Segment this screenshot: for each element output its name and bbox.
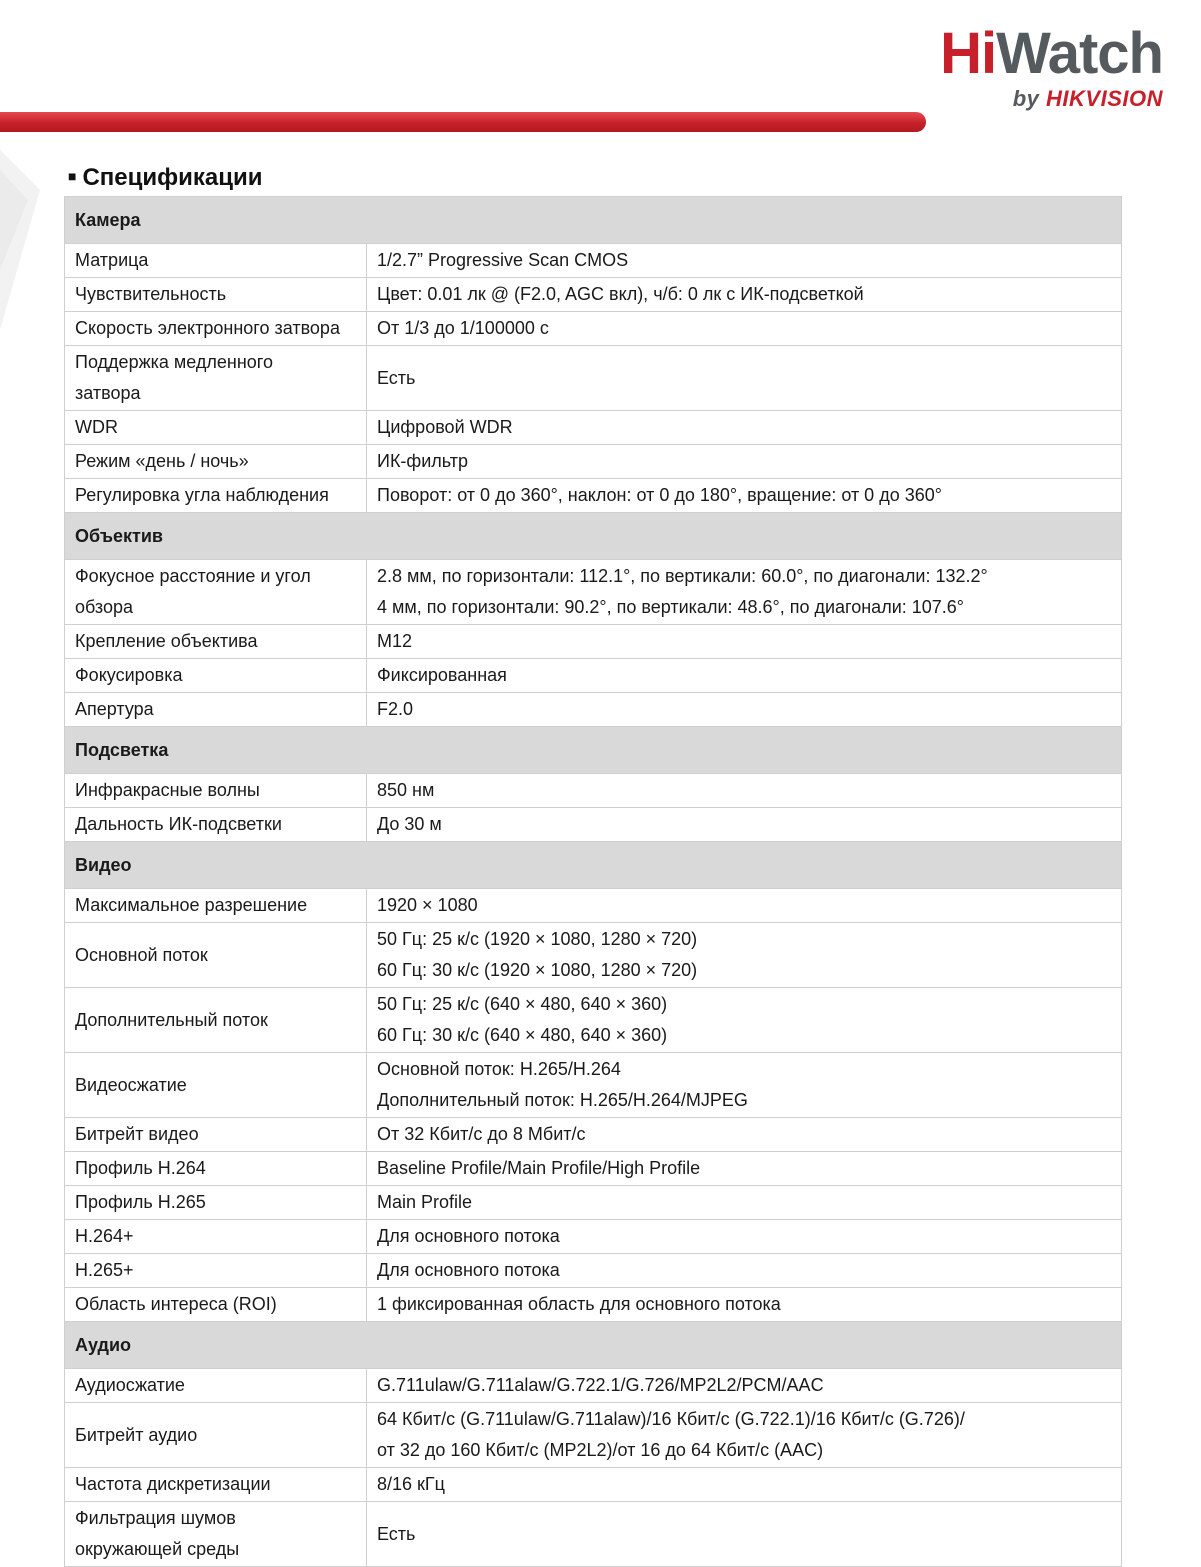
spec-label: [65, 1403, 367, 1468]
spec-value-line: Baseline Profile/Main Profile/High Profile: [377, 1158, 701, 1178]
spec-label-line: Скорость электронного затвора: [75, 318, 340, 338]
spec-label-line: Регулировка угла наблюдения: [75, 485, 329, 505]
spec-value-line: Основной поток: H.265/H.264: [377, 1059, 621, 1079]
spec-row: [65, 625, 1122, 659]
spec-label: [65, 988, 367, 1053]
spec-value: [367, 693, 1122, 727]
spec-value-line: Main Profile: [377, 1192, 473, 1212]
spec-value-line: ИК-фильтр: [377, 451, 469, 471]
spec-value: [367, 1186, 1122, 1220]
spec-value: [367, 1403, 1122, 1468]
spec-value-line: 60 Гц: 30 к/с (1920 × 1080, 1280 × 720): [377, 960, 698, 980]
spec-value-line: Цифровой WDR: [377, 417, 513, 437]
logo-wordmark: HiWatch: [940, 21, 1163, 86]
spec-label: [65, 808, 367, 842]
spec-value: [367, 312, 1122, 346]
spec-label: [65, 1118, 367, 1152]
spec-value: [367, 923, 1122, 988]
spec-label-line: WDR: [75, 417, 118, 437]
spec-label-line: Матрица: [75, 250, 149, 270]
spec-label-line: Чувствительность: [75, 284, 227, 304]
section-title: Камера: [65, 197, 1122, 244]
spec-label: [65, 625, 367, 659]
section-title: Видео: [65, 842, 1122, 889]
spec-row: [65, 1369, 1122, 1403]
spec-label: [65, 1254, 367, 1288]
spec-value-line: 60 Гц: 30 к/с (640 × 480, 640 × 360): [377, 1025, 668, 1045]
spec-value: [367, 346, 1122, 411]
spec-label-line: Крепление объектива: [75, 631, 258, 651]
spec-label: [65, 445, 367, 479]
spec-label: [65, 1220, 367, 1254]
spec-value: [367, 988, 1122, 1053]
spec-value: [367, 1288, 1122, 1322]
section-title: Аудио: [65, 1322, 1122, 1369]
spec-value-line: Цвет: 0.01 лк @ (F2.0, AGC вкл), ч/б: 0 лк с ИК-подсветкой: [377, 284, 864, 304]
spec-label: [65, 346, 367, 411]
spec-value: [367, 1468, 1122, 1502]
spec-row: [65, 312, 1122, 346]
spec-label-line: Максимальное разрешение: [75, 895, 308, 915]
spec-label-line: Битрейт видео: [75, 1124, 199, 1144]
spec-label-line: Частота дискретизации: [75, 1474, 271, 1494]
spec-value: [367, 1369, 1122, 1403]
spec-label-line: Дополнительный поток: [75, 1009, 268, 1030]
spec-value-line: Фиксированная: [377, 665, 507, 685]
spec-label-line: Поддержка медленного: [75, 352, 273, 372]
spec-value: [367, 1152, 1122, 1186]
spec-row: [65, 693, 1122, 727]
spec-row: [65, 1403, 1122, 1468]
spec-row: [65, 411, 1122, 445]
spec-label: [65, 1468, 367, 1502]
spec-row: [65, 445, 1122, 479]
spec-label-line: Видеосжатие: [75, 1074, 187, 1095]
spec-label-line: обзора: [75, 597, 134, 617]
spec-label: [65, 1369, 367, 1403]
spec-label-line: Режим «день / ночь»: [75, 451, 249, 471]
spec-label: [65, 923, 367, 988]
spec-row: [65, 1220, 1122, 1254]
spec-label: [65, 659, 367, 693]
spec-row: [65, 889, 1122, 923]
spec-value-line: G.711ulaw/G.711alaw/G.722.1/G.726/MP2L2/PCM/AAC: [377, 1375, 824, 1395]
spec-label-line: Профиль H.264: [75, 1158, 206, 1178]
section-header: [65, 842, 1122, 889]
spec-value-line: 64 Кбит/с (G.711ulaw/G.711alaw)/16 Кбит/с (G.722.1)/16 Кбит/с (G.726)/: [377, 1409, 965, 1429]
watermark-shape: [0, 150, 60, 330]
spec-value-line: 1 фиксированная область для основного потока: [377, 1294, 781, 1314]
section-header: [65, 197, 1122, 244]
spec-value: [367, 659, 1122, 693]
spec-value-line: От 1/3 до 1/100000 с: [377, 318, 549, 338]
spec-label-line: Фильтрация шумов: [75, 1508, 236, 1528]
spec-row: [65, 1468, 1122, 1502]
spec-label-line: Фокусировка: [75, 665, 183, 685]
spec-value-line: От 32 Кбит/с до 8 Мбит/с: [377, 1124, 586, 1144]
spec-value-line: от 32 до 160 Кбит/с (MP2L2)/от 16 до 64 Кбит/с (AAC): [377, 1440, 824, 1460]
section-header: [65, 513, 1122, 560]
spec-label-line: Профиль H.265: [75, 1192, 206, 1212]
spec-label: [65, 1186, 367, 1220]
spec-label: [65, 1053, 367, 1118]
spec-row: [65, 1186, 1122, 1220]
spec-label: [65, 278, 367, 312]
page-title: ■ Спецификации: [68, 164, 263, 191]
spec-value: [367, 625, 1122, 659]
section-header: [65, 727, 1122, 774]
spec-value-line: До 30 м: [377, 814, 442, 834]
spec-row: [65, 1118, 1122, 1152]
spec-label: [65, 312, 367, 346]
spec-value-line: F2.0: [377, 699, 414, 719]
spec-value-line: Дополнительный поток: H.265/H.264/MJPEG: [377, 1090, 748, 1110]
spec-label: [65, 889, 367, 923]
spec-value: [367, 1118, 1122, 1152]
spec-label: [65, 479, 367, 513]
spec-label: [65, 1152, 367, 1186]
title-bullet-icon: ■: [68, 168, 77, 184]
section-header: [65, 1322, 1122, 1369]
spec-row: [65, 808, 1122, 842]
spec-row: [65, 988, 1122, 1053]
spec-label: [65, 244, 367, 278]
spec-label: [65, 1288, 367, 1322]
spec-value-line: Для основного потока: [377, 1226, 560, 1246]
spec-value: [367, 445, 1122, 479]
spec-value: [367, 1053, 1122, 1118]
spec-label-line: Дальность ИК-подсветки: [75, 814, 282, 834]
spec-value-line: 850 нм: [377, 780, 435, 800]
spec-value-line: M12: [377, 631, 413, 651]
spec-value: [367, 774, 1122, 808]
header-red-bar: [0, 112, 926, 132]
spec-label-line: Битрейт аудио: [75, 1424, 198, 1445]
spec-value-line: 50 Гц: 25 к/с (1920 × 1080, 1280 × 720): [377, 929, 698, 949]
spec-value: [367, 278, 1122, 312]
spec-label: [65, 560, 367, 625]
section-title: Объектив: [65, 513, 1122, 560]
spec-value-line: 50 Гц: 25 к/с (640 × 480, 640 × 360): [377, 994, 668, 1014]
logo-tagline: by HIKVISION: [1012, 86, 1163, 111]
spec-value-line: 4 мм, по горизонтали: 90.2°, по вертикали: 48.6°, по диагонали: 107.6°: [377, 597, 964, 617]
spec-label-line: Фокусное расстояние и угол: [75, 566, 311, 586]
spec-value-line: Есть: [377, 1523, 416, 1544]
spec-row: [65, 560, 1122, 625]
spec-row: [65, 774, 1122, 808]
spec-value-line: 2.8 мм, по горизонтали: 112.1°, по вертикали: 60.0°, по диагонали: 132.2°: [377, 566, 988, 586]
spec-label: [65, 693, 367, 727]
spec-value: [367, 411, 1122, 445]
spec-value: [367, 808, 1122, 842]
spec-row: [65, 278, 1122, 312]
spec-value-line: Есть: [377, 367, 416, 388]
spec-row: [65, 1254, 1122, 1288]
spec-row: [65, 244, 1122, 278]
spec-label-line: окружающей среды: [75, 1539, 240, 1559]
spec-value-line: 1/2.7” Progressive Scan CMOS: [377, 250, 629, 270]
spec-value: [367, 889, 1122, 923]
spec-label: [65, 774, 367, 808]
spec-value-line: 1920 × 1080: [377, 895, 478, 915]
spec-value: [367, 560, 1122, 625]
spec-value-line: Поворот: от 0 до 360°, наклон: от 0 до 180°, вращение: от 0 до 360°: [377, 485, 942, 505]
spec-label-line: затвора: [75, 383, 141, 403]
spec-value-line: Для основного потока: [377, 1260, 560, 1280]
spec-row: [65, 659, 1122, 693]
spec-label-line: Апертура: [75, 699, 154, 719]
spec-label-line: H.264+: [75, 1226, 134, 1246]
hiwatch-logo: [940, 21, 1163, 112]
spec-row: [65, 346, 1122, 411]
spec-label-line: Основной поток: [75, 944, 208, 965]
spec-table: [64, 196, 1122, 1567]
spec-row: [65, 479, 1122, 513]
spec-value-line: 8/16 кГц: [377, 1474, 445, 1494]
spec-label-line: H.265+: [75, 1260, 134, 1280]
spec-row: [65, 1288, 1122, 1322]
section-title: Подсветка: [65, 727, 1122, 774]
spec-value: [367, 1220, 1122, 1254]
spec-row: [65, 1152, 1122, 1186]
spec-value: [367, 1254, 1122, 1288]
spec-row: [65, 923, 1122, 988]
spec-row: [65, 1053, 1122, 1118]
spec-label-line: Область интереса (ROI): [75, 1294, 277, 1314]
spec-label: [65, 411, 367, 445]
spec-value: [367, 479, 1122, 513]
spec-label-line: Инфракрасные волны: [75, 780, 260, 800]
spec-value: [367, 244, 1122, 278]
spec-label-line: Аудиосжатие: [75, 1375, 185, 1395]
